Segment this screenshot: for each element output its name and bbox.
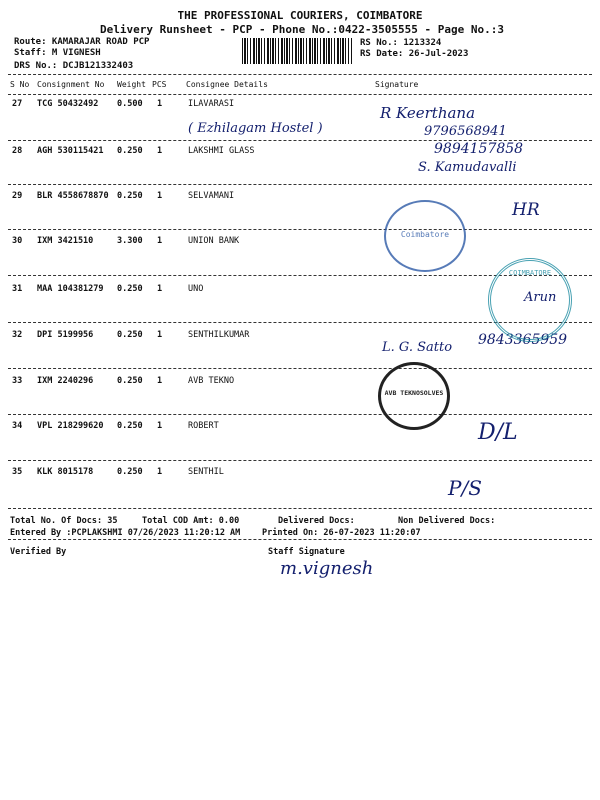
row-pcs: 1 bbox=[157, 376, 163, 386]
row-sno: 30 bbox=[12, 236, 23, 246]
row-sno: 29 bbox=[12, 191, 23, 201]
handwritten-phone-r32: 9843365959 bbox=[478, 332, 568, 348]
signature-r28: S. Kamudavalli bbox=[418, 160, 517, 175]
row-weight: 0.250 bbox=[117, 191, 143, 201]
row-consignee: ILAVARASI bbox=[188, 99, 235, 109]
rs-number: RS No.: 1213324 bbox=[360, 38, 442, 48]
row-consignment: TCG 50432492 bbox=[37, 99, 99, 109]
row-weight: 0.500 bbox=[117, 99, 143, 109]
row-pcs: 1 bbox=[157, 421, 163, 431]
row-sno: 32 bbox=[12, 330, 23, 340]
col-consignment: Consignment No bbox=[37, 80, 105, 89]
staff-signature-label: Staff Signature bbox=[268, 547, 345, 557]
row-consignment: IXM 2240296 bbox=[37, 376, 94, 386]
row-weight: 0.250 bbox=[117, 467, 143, 477]
row-consignee: SELVAMANI bbox=[188, 191, 235, 201]
drs-number: DRS No.: DCJB121332403 bbox=[14, 61, 134, 71]
col-weight: Weight bbox=[117, 80, 146, 89]
row-divider bbox=[8, 460, 592, 461]
row-pcs: 1 bbox=[157, 330, 163, 340]
row-consignment: KLK 8015178 bbox=[37, 467, 94, 477]
row-divider bbox=[8, 368, 592, 369]
row-pcs: 1 bbox=[157, 467, 163, 477]
staff-label: Staff: M VIGNESH bbox=[14, 48, 101, 58]
row-sno: 34 bbox=[12, 421, 23, 431]
signature-r27: R Keerthana bbox=[380, 104, 476, 122]
stamp-coimbatore-r29 bbox=[384, 200, 466, 272]
total-docs: Total No. Of Docs: 35 bbox=[10, 516, 118, 526]
row-consignment: VPL 218299620 bbox=[37, 421, 104, 431]
row-sno: 27 bbox=[12, 99, 23, 109]
row-consignee: SENTHIL bbox=[188, 467, 224, 477]
header-divider-bottom bbox=[8, 94, 592, 95]
row-weight: 3.300 bbox=[117, 236, 143, 246]
row-consignee: SENTHILKUMAR bbox=[188, 330, 250, 340]
stamp-text: COIMBATORE bbox=[508, 269, 552, 277]
table-row bbox=[0, 191, 600, 203]
row-pcs: 1 bbox=[157, 146, 163, 156]
table-header bbox=[0, 80, 600, 92]
row-divider bbox=[8, 414, 592, 415]
row-weight: 0.250 bbox=[117, 376, 143, 386]
row-sno: 35 bbox=[12, 467, 23, 477]
row-consignment: IXM 3421510 bbox=[37, 236, 94, 246]
row-consignee: UNO bbox=[188, 284, 204, 294]
table-row bbox=[0, 99, 600, 111]
row-pcs: 1 bbox=[157, 191, 163, 201]
header-divider-top bbox=[8, 74, 592, 75]
signature-r32: L. G. Satto bbox=[382, 340, 453, 355]
row-pcs: 1 bbox=[157, 284, 163, 294]
col-consignee: Consignee Details bbox=[186, 80, 268, 89]
handwritten-phone-1: 9796568941 bbox=[424, 124, 507, 139]
non-delivered-docs: Non Delivered Docs: bbox=[398, 516, 496, 526]
row-sno: 28 bbox=[12, 146, 23, 156]
row-weight: 0.250 bbox=[117, 330, 143, 340]
row-sno: 31 bbox=[12, 284, 23, 294]
row-weight: 0.250 bbox=[117, 146, 143, 156]
verified-by: Verified By bbox=[10, 547, 67, 557]
runsheet-subtitle: Delivery Runsheet - PCP - Phone No.:0422-3505555 - Page No.:3 bbox=[100, 23, 504, 36]
stamp-avb-teknosolves bbox=[378, 362, 450, 430]
col-pcs: PCS bbox=[152, 80, 167, 89]
entered-by: Entered By :PCPLAKSHMI 07/26/2023 11:20:12 AM bbox=[10, 528, 241, 538]
row-pcs: 1 bbox=[157, 236, 163, 246]
row-weight: 0.250 bbox=[117, 284, 143, 294]
row-divider bbox=[8, 184, 592, 185]
delivered-docs: Delivered Docs: bbox=[278, 516, 355, 526]
total-cod: Total COD Amt: 0.00 bbox=[142, 516, 240, 526]
row-consignment: BLR 4558678870 bbox=[37, 191, 109, 201]
row-divider bbox=[8, 508, 592, 509]
row-consignee: UNION BANK bbox=[188, 236, 240, 246]
table-row bbox=[0, 236, 600, 248]
signature-r34: D/L bbox=[478, 420, 518, 445]
signature-r31: Arun bbox=[524, 290, 557, 305]
footer-divider bbox=[8, 539, 592, 540]
row-consignee: ROBERT bbox=[188, 421, 219, 431]
col-sno: S No bbox=[10, 80, 30, 89]
row-consignment: MAA 104381279 bbox=[37, 284, 104, 294]
staff-signature: m.vignesh bbox=[280, 558, 374, 579]
row-sno: 33 bbox=[12, 376, 23, 386]
table-row bbox=[0, 376, 600, 388]
signature-r35: P/S bbox=[448, 476, 482, 500]
col-signature: Signature bbox=[375, 80, 419, 89]
row-consignment: DPI 5199956 bbox=[37, 330, 94, 340]
rs-date: RS Date: 26-Jul-2023 bbox=[360, 49, 469, 59]
company-title: THE PROFESSIONAL COURIERS, COIMBATORE bbox=[177, 9, 423, 22]
handwritten-phone-2: 9894157858 bbox=[434, 141, 524, 157]
signature-r29: HR bbox=[512, 200, 540, 220]
row-pcs: 1 bbox=[157, 99, 163, 109]
stamp-text: AVB TEKNOSOLVES bbox=[384, 389, 444, 397]
row-divider bbox=[8, 229, 592, 230]
stamp-coimbatore-r31 bbox=[488, 258, 572, 342]
row-consignee: AVB TEKNO bbox=[188, 376, 235, 386]
row-consignee: LAKSHMI GLASS bbox=[188, 146, 255, 156]
barcode bbox=[242, 38, 352, 64]
route-label: Route: KAMARAJAR ROAD PCP bbox=[14, 37, 150, 47]
printed-on: Printed On: 26-07-2023 11:20:07 bbox=[262, 528, 421, 538]
handwritten-note-ezhilagam: ( Ezhilagam Hostel ) bbox=[188, 121, 323, 136]
row-weight: 0.250 bbox=[117, 421, 143, 431]
stamp-text: Coimbatore bbox=[400, 230, 450, 239]
row-consignment: AGH 530115421 bbox=[37, 146, 104, 156]
table-row bbox=[0, 467, 600, 479]
